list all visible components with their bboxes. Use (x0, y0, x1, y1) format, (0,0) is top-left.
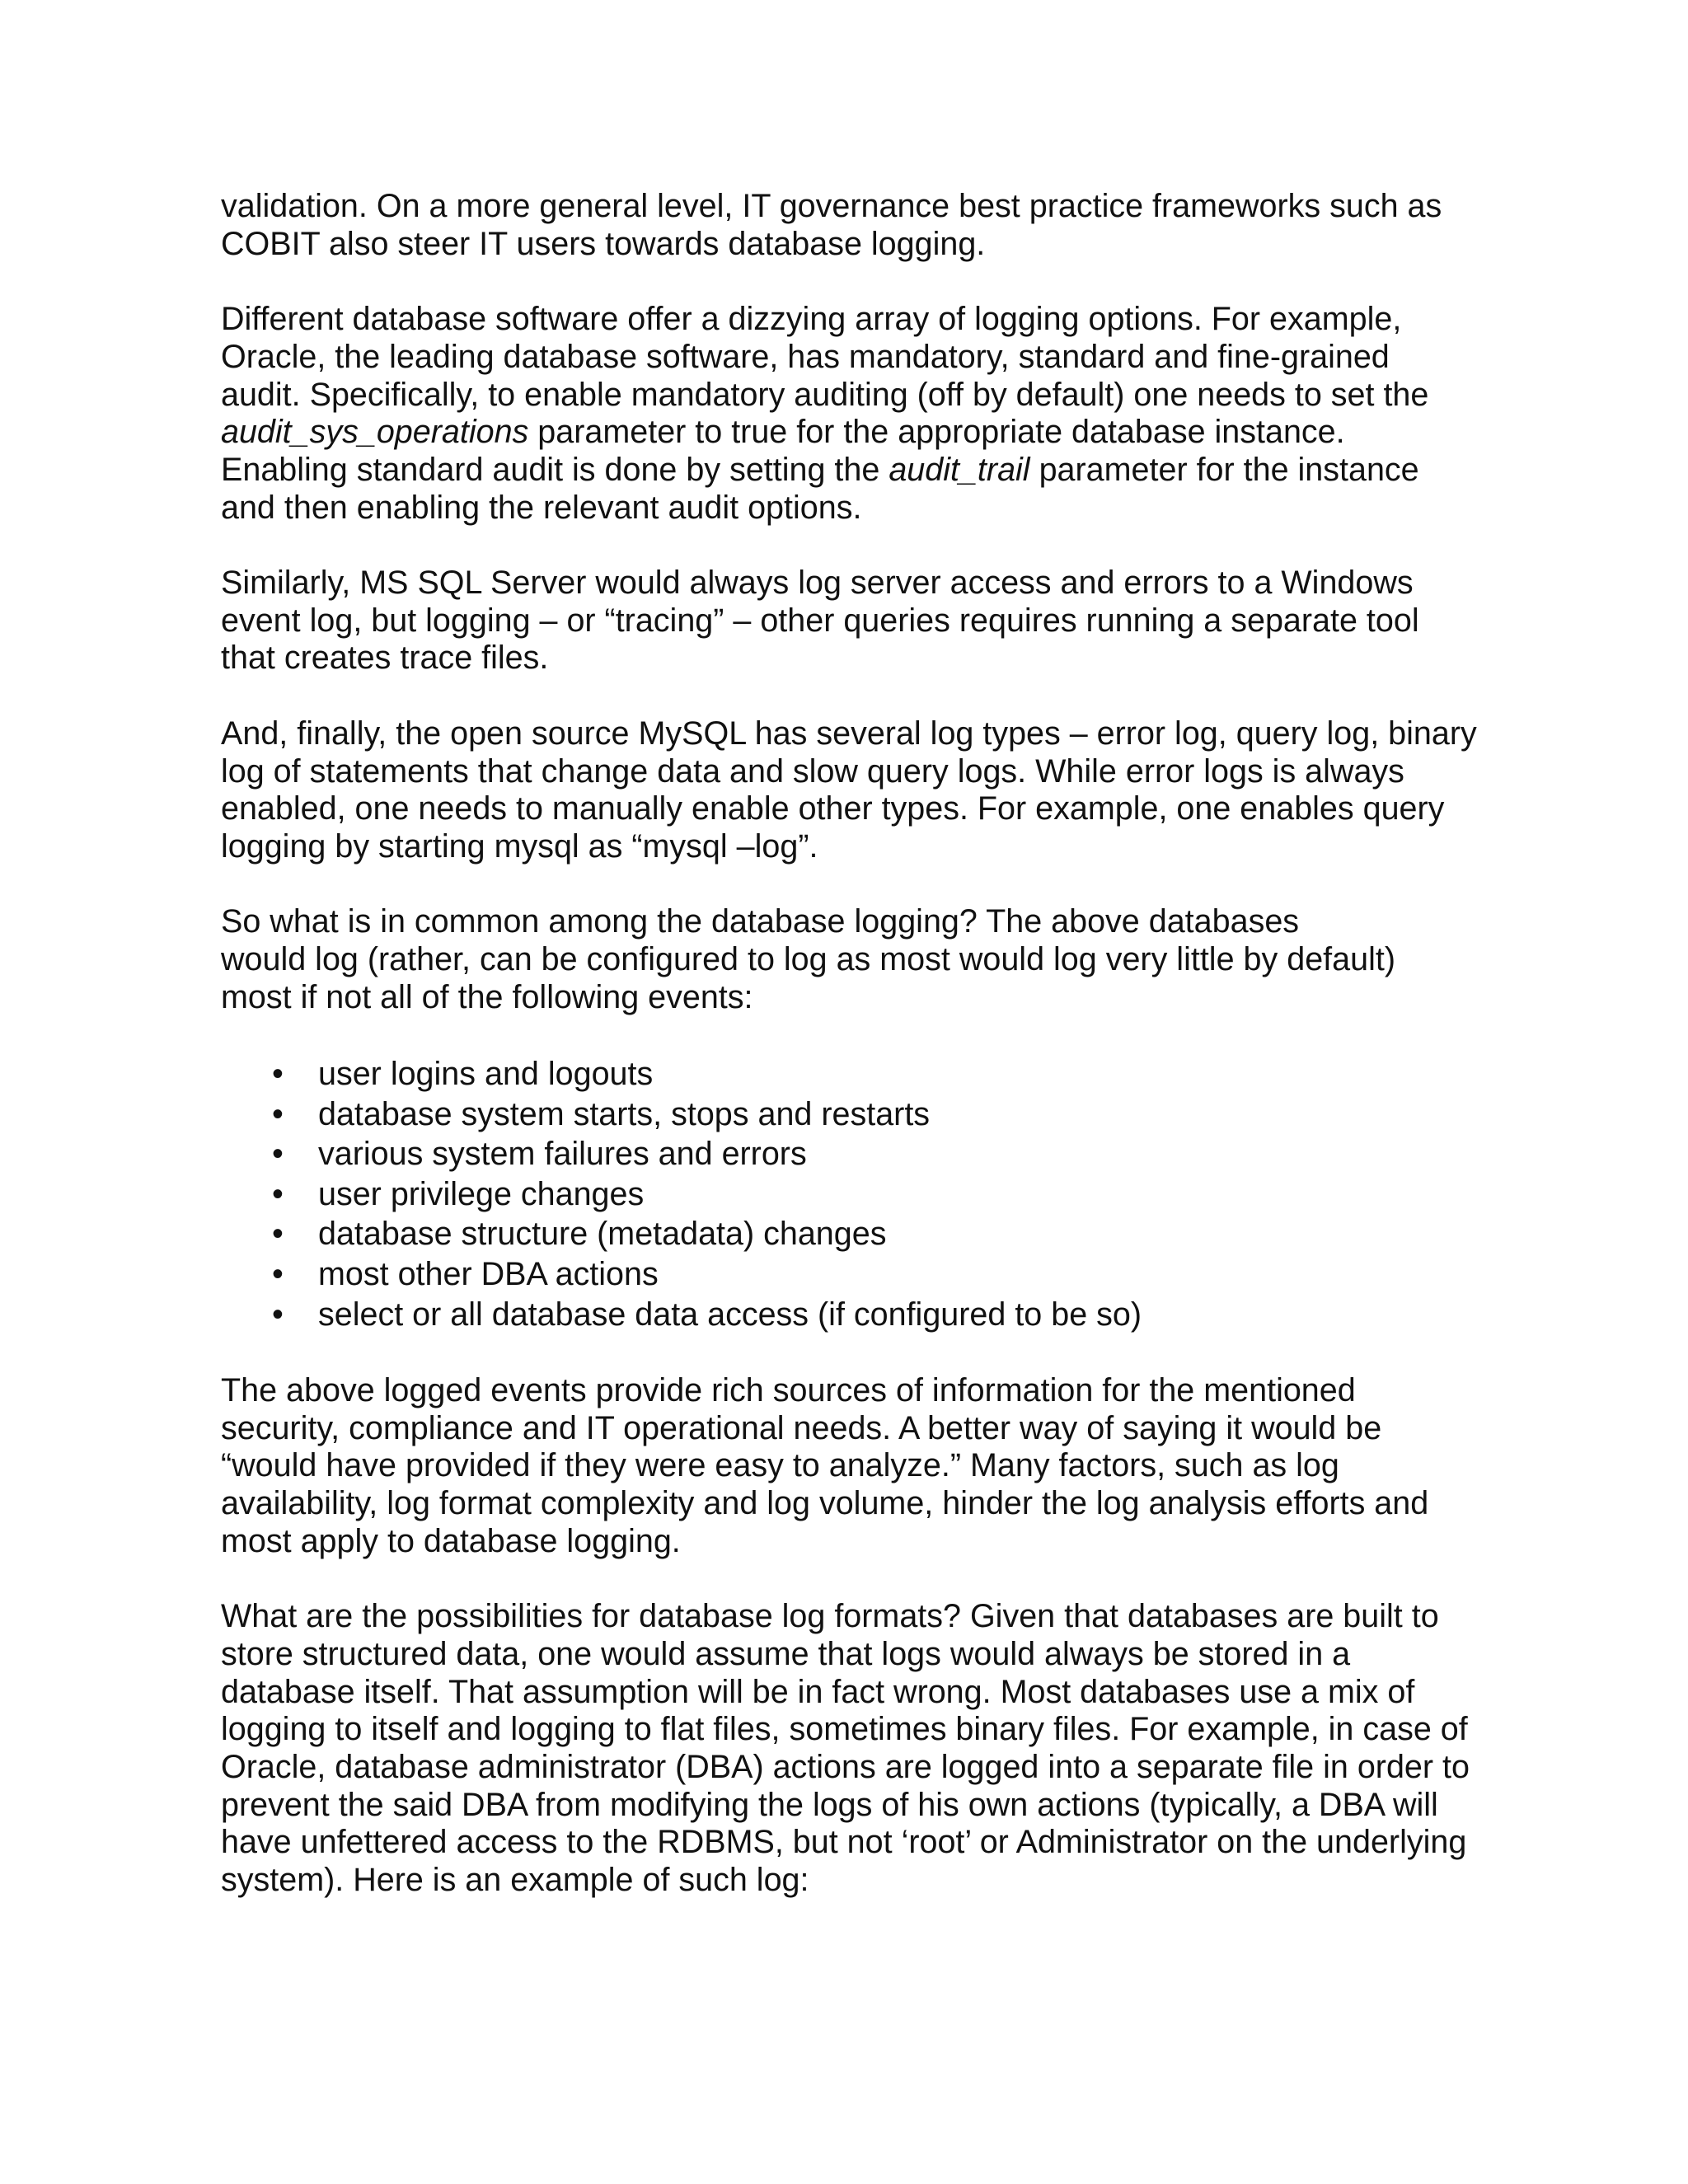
events-bullet-list (221, 1054, 1507, 1334)
text-line: security, compliance and IT operational needs. A better way of saying it would be (221, 1409, 1382, 1446)
text-line: store structured data, one would assume that logs would always be stored in a (221, 1635, 1351, 1672)
text-line: logging by starting mysql as “mysql –log”. (221, 827, 818, 865)
paragraph-mysql (221, 715, 1507, 866)
text-line: audit. Specifically, to enable mandatory auditing (off by default) one needs to set the (221, 376, 1429, 413)
list-item-text: most other DBA actions (318, 1256, 659, 1293)
text-line: and then enabling the relevant audit options. (221, 489, 862, 526)
list-item-text: database structure (metadata) changes (318, 1216, 887, 1253)
text-line: Oracle, database administrator (DBA) actions are logged into a separate file in order to (221, 1748, 1470, 1785)
text-line (221, 452, 1507, 490)
text-line: COBIT also steer IT users towards database logging. (221, 225, 986, 262)
text-line: event log, but logging – or “tracing” – other queries requires running a separate tool (221, 602, 1419, 639)
text-line (221, 414, 1507, 452)
list-item-text: user privilege changes (318, 1175, 645, 1212)
list-item (221, 1094, 1507, 1135)
text-fragment: parameter to true for the appropriate database instance. (528, 414, 1345, 451)
text-line: What are the possibilities for database log formats? Given that databases are built to (221, 1598, 1439, 1635)
list-item (221, 1174, 1507, 1215)
text-fragment: Enabling standard audit is done by setting the (221, 451, 889, 488)
paragraph-common (221, 903, 1507, 1016)
list-item (221, 1254, 1507, 1295)
text-line: most if not all of the following events: (221, 978, 753, 1015)
text-line: have unfettered access to the RDBMS, but not ‘root’ or Administrator on the underlying (221, 1824, 1467, 1861)
parameter-name: audit_trail (889, 451, 1030, 488)
paragraph-oracle (221, 301, 1507, 527)
list-item-text: user logins and logouts (318, 1056, 654, 1093)
text-line: Oracle, the leading database software, has mandatory, standard and fine-grained (221, 338, 1390, 375)
bullet-icon: • (272, 1256, 284, 1293)
list-item (221, 1054, 1507, 1094)
bullet-icon: • (272, 1296, 284, 1333)
bullet-icon: • (272, 1175, 284, 1212)
parameter-name: audit_sys_operations (221, 414, 529, 451)
text-line: And, finally, the open source MySQL has several log types – error log, query log, binary (221, 715, 1477, 752)
text-fragment: parameter for the instance (1029, 451, 1419, 488)
text-line: enabled, one needs to manually enable other types. For example, one enables query (221, 790, 1445, 827)
text-line: log of statements that change data and slow query logs. While error logs is always (221, 752, 1404, 790)
text-line: system). Here is an example of such log: (221, 1862, 809, 1899)
text-line: logging to itself and logging to flat files, sometimes binary files. For example, in case of (221, 1711, 1468, 1748)
list-item (221, 1295, 1507, 1335)
bullet-icon: • (272, 1136, 284, 1173)
list-item (221, 1134, 1507, 1174)
text-line: availability, log format complexity and log volume, hinder the log analysis efforts and (221, 1485, 1429, 1522)
text-line: most apply to database logging. (221, 1522, 681, 1559)
document-body (221, 188, 1507, 1937)
paragraph-log-formats (221, 1598, 1507, 1900)
text-line: The above logged events provide rich sources of information for the mentioned (221, 1371, 1356, 1408)
bullet-icon: • (272, 1056, 284, 1093)
text-line: So what is in common among the database logging? The above databases (221, 903, 1300, 940)
paragraph-intro (221, 188, 1507, 263)
list-item-text: database system starts, stops and restarts (318, 1095, 931, 1132)
text-line: “would have provided if they were easy to analyze.” Many factors, such as log (221, 1447, 1339, 1484)
list-item (221, 1214, 1507, 1254)
list-item-text: various system failures and errors (318, 1136, 807, 1173)
text-line: that creates trace files. (221, 640, 549, 677)
text-line: Similarly, MS SQL Server would always log server access and errors to a Windows (221, 565, 1414, 601)
list-item-text: select or all database data access (if configured to be so) (318, 1296, 1142, 1333)
text-line: prevent the said DBA from modifying the logs of his own actions (typically, a DBA will (221, 1786, 1438, 1823)
text-line: validation. On a more general level, IT governance best practice frameworks such as (221, 188, 1442, 224)
bullet-icon: • (272, 1216, 284, 1253)
paragraph-mssql (221, 565, 1507, 677)
text-line: database itself. That assumption will be in fact wrong. Most databases use a mix of (221, 1673, 1415, 1710)
text-line: would log (rather, can be configured to log as most would log very little by default) (221, 941, 1395, 977)
paragraph-logged-events (221, 1372, 1507, 1561)
bullet-icon: • (272, 1095, 284, 1132)
text-line: Different database software offer a dizzying array of logging options. For example, (221, 301, 1402, 338)
